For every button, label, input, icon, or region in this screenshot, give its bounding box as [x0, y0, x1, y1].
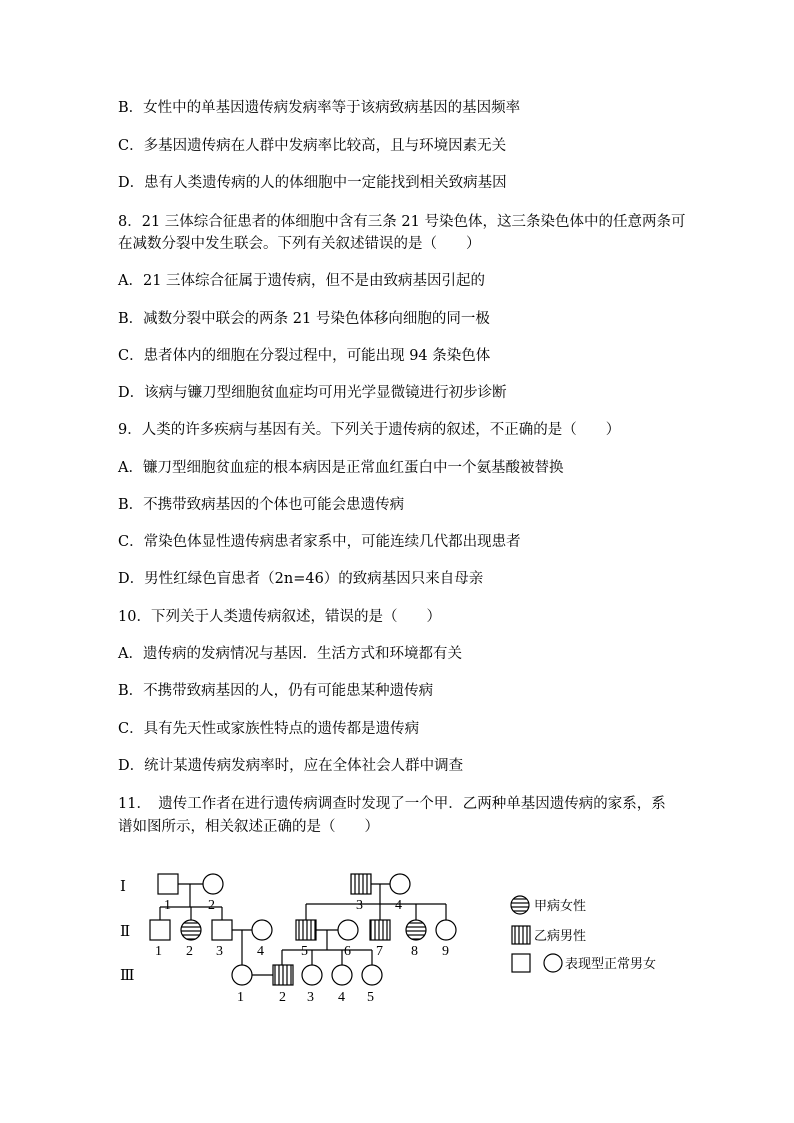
question-8-stem-line1: 8．21 三体综合征患者的体细胞中含有三条 21 号染色体，这三条染色体中的任意两条可 [118, 214, 686, 230]
label-III5: 5 [367, 990, 374, 1005]
label-III1: 1 [237, 990, 244, 1005]
generation-label-2: Ⅱ [120, 924, 131, 940]
option-9d: D．男性红绿色盲患者（2n=46）的致病基因只来自母亲 [118, 571, 484, 587]
label-III2: 2 [279, 990, 286, 1005]
generation-label-3: Ⅲ [120, 968, 135, 984]
label-II6: 6 [344, 944, 351, 959]
pedigree-III5-normal-female [362, 965, 382, 985]
pedigree-I2-normal-female [203, 874, 223, 894]
pedigree-I4-normal-female [390, 874, 410, 894]
option-7c: C．多基因遗传病在人群中发病率比较高，且与环境因素无关 [118, 138, 507, 154]
pedigree-III2-disease-b-male [273, 965, 293, 985]
option-8c: C．患者体内的细胞在分裂过程中，可能出现 94 条染色体 [118, 348, 491, 364]
option-8a: A．21 三体综合征属于遗传病，但不是由致病基因引起的 [118, 273, 486, 289]
option-10b: B．不携带致病基因的人，仍有可能患某种遗传病 [118, 683, 434, 699]
label-II1: 1 [155, 944, 162, 959]
pedigree-II3-normal-male [212, 920, 232, 940]
option-9c: C．常染色体显性遗传病患者家系中，可能连续几代都出现患者 [118, 534, 521, 550]
label-III4: 4 [338, 990, 345, 1005]
option-8d: D．该病与镰刀型细胞贫血症均可用光学显微镜进行初步诊断 [118, 385, 507, 401]
question-8-stem-line2: 在减数分裂中发生联会。下列有关叙述错误的是（ ） [118, 236, 481, 252]
label-III3: 3 [307, 990, 314, 1005]
question-11-stem-line1: 11． 遗传工作者在进行遗传病调查时发现了一个甲．乙两种单基因遗传病的家系，系 [118, 796, 666, 812]
legend-disease-b-male-symbol [512, 926, 530, 944]
legend-normal-female-symbol [544, 954, 562, 972]
label-II9: 9 [442, 944, 449, 959]
option-9a: A．镰刀型细胞贫血症的根本病因是正常血红蛋白中一个氨基酸被替换 [118, 460, 564, 476]
question-10-stem: 10．下列关于人类遗传病叙述，错误的是（ ） [118, 609, 441, 625]
label-I3: 3 [356, 898, 363, 913]
pedigree-chart [110, 862, 690, 1012]
label-II4: 4 [257, 944, 264, 959]
label-I2: 2 [208, 898, 215, 913]
legend-normal-label: 表现型正常男女 [565, 957, 657, 972]
pedigree-III4-normal-female [332, 965, 352, 985]
pedigree-II8-disease-a-female [406, 920, 426, 940]
legend-disease-a-female-symbol [511, 896, 529, 914]
option-10a: A．遗传病的发病情况与基因．生活方式和环境都有关 [118, 646, 462, 662]
pedigree-III1-normal-female [232, 965, 252, 985]
option-10d: D．统计某遗传病发病率时，应在全体社会人群中调查 [118, 758, 464, 774]
generation-label-1: Ⅰ [120, 879, 126, 895]
legend-normal-male-symbol [512, 954, 530, 972]
option-8b: B．减数分裂中联会的两条 21 号染色体移向细胞的同一极 [118, 311, 490, 327]
label-II5: 5 [301, 944, 308, 959]
label-II2: 2 [186, 944, 193, 959]
pedigree-III3-normal-female [302, 965, 322, 985]
pedigree-I3-disease-b-male [351, 874, 371, 894]
option-9b: B．不携带致病基因的个体也可能会患遗传病 [118, 497, 405, 513]
option-7b: B．女性中的单基因遗传病发病率等于该病致病基因的基因频率 [118, 100, 521, 116]
legend-disease-a-female-label: 甲病女性 [534, 899, 587, 914]
pedigree-II5-disease-b-male [296, 920, 316, 940]
option-7d: D．患有人类遗传病的人的体细胞中一定能找到相关致病基因 [118, 175, 507, 191]
pedigree-II4-normal-female [252, 920, 272, 940]
pedigree-II6-normal-female [338, 920, 358, 940]
label-II8: 8 [411, 944, 418, 959]
question-11-stem-line2: 谱如图所示，相关叙述正确的是（ ） [118, 819, 379, 835]
pedigree-I1-normal-male [158, 874, 178, 894]
option-10c: C．具有先天性或家族性特点的遗传都是遗传病 [118, 721, 420, 737]
label-I4: 4 [395, 898, 402, 913]
pedigree-II9-normal-female [436, 920, 456, 940]
label-II3: 3 [216, 944, 223, 959]
question-9-stem: 9．人类的许多疾病与基因有关。下列关于遗传病的叙述，不正确的是（ ） [118, 422, 621, 438]
label-I1: 1 [164, 898, 171, 913]
pedigree-II7-disease-b-male [370, 920, 390, 940]
label-II7: 7 [376, 944, 383, 959]
legend-disease-b-male-label: 乙病男性 [534, 929, 587, 944]
pedigree-II1-normal-male [150, 920, 170, 940]
pedigree-II2-disease-a-female [181, 920, 201, 940]
